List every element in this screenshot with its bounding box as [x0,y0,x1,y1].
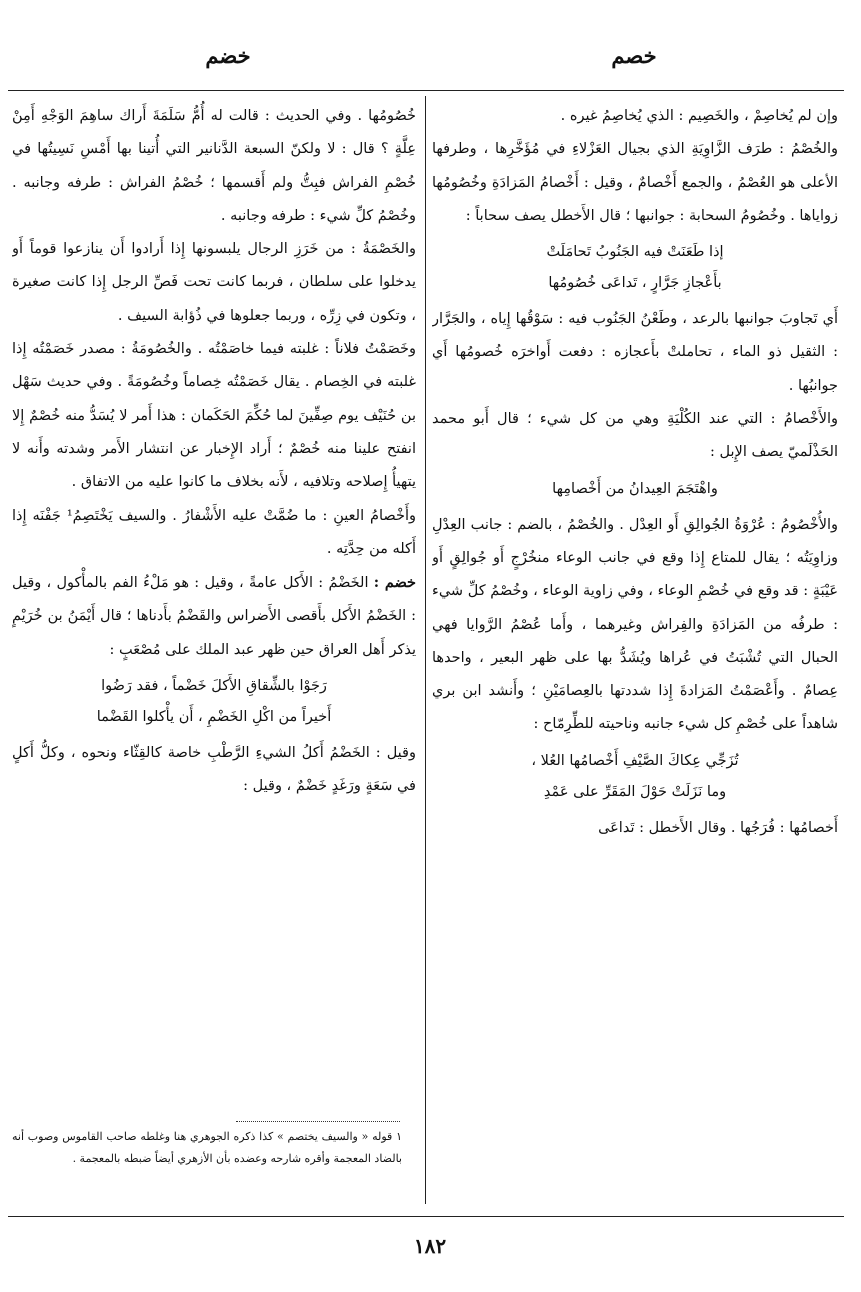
paragraph [432,303,838,403]
footnote: ١ قوله « والسيف يختصم » كذا ذكره الجوهري هنا وغلطه صاحب القاموس وصوب أنه بالضاد المعجمة وأقره شارحه وعضده بأن الأزهري أيضاً ضبطه بالمعجمة . [12,1130,402,1165]
paragraph-text: خُصُومُها . وفي الحديث : قالت له أُمُّ سَلَمَةَ أَراك ساهِمَ الوَجْهِ أَمِنْ عِلَّةٍ ؟ قال : لا ولكنّ السبعة الدَّنانير التي أُتينا بها أَمْسِ نَسِيتُها في خُصْمِ الفراش فبِتُّ ولم أَقسمها ؛ خُصْمُ الفراش : طرفه وجانبه . وخُصْمُ كلِّ شيء : طرفه وجانبه . [12,108,416,224]
paragraph-text: وخَصَمْتُ فلاناً : غلبته فيما خاصَمْتُه . والخُصُومَةُ : مصدر خَصَمْتُه إِذا غلبته في الخِصام . يقال خَصَمْتُه خِصاماً وخُصُومَةً . وفي حديث سَهْل بن حُنَيْف يوم صِفِّينَ لما حُكِّمَ الحَكَمان : هذا أَمر لا يُسَدُّ منه خُصْمٌ إِلا انفتح علينا منه خُصْمٌ ؛ أَراد الإِخبار عن انتشار الأَمر وشدته وأَنه لا يتهيأُ إِصلاحه وتلافيه ، لأَنه بخلاف ما كانوا عليه من الاتفاق . [12,341,416,491]
paragraph [432,133,838,233]
header-rule [8,90,844,91]
paragraph-text: وقيل : الخَضْمُ أَكلُ الشيءِ الرَّطْبِ خاصة كالقِثّاء ونحوه ، وكلُّ أَكلٍ في سَعَةٍ ورَغَدٍ خَضْمٌ ، وقيل : [12,745,416,795]
column-divider [425,96,426,1204]
verse [432,474,838,505]
right-column [432,100,838,1210]
paragraph [12,233,416,333]
paragraph-text: أَي تَجاوبَ جوانبها بالرعد ، وطَعْنُ الجَنُوب فيه : سَوْقُها إِياه ، والجَرَّار : الثقيل ذو الماء ، تحاملتْ بأَعجازه : دفعت أَواخرَه خُصومُها أَي جوانبُها . [432,311,838,394]
paragraph-text: وإن لم يُخاصِمْ ، والخَصِيم : الذي يُخاصِمُ غيره . [560,108,838,124]
verse [432,746,838,808]
paragraph [12,333,416,499]
paragraph [12,100,416,233]
paragraph-text: الخَضْمُ : الأَكل عامةً ، وقيل : هو مَلْءُ الفم بالمأْكول ، وقيل : الخَضْمُ الأَكل بأَقصى الأَضراس والقَضْمُ بأَدناها ؛ قال أَيْمَنُ بن خُرَيْمٍ يذكر أَهل العراق حين ظهر عبد الملك على مُصْعَبٍ : [12,575,416,658]
paragraph [432,812,838,845]
entry-headword: خضم : [373,574,416,592]
verse [12,671,416,733]
paragraph [12,566,416,667]
paragraph-text: والأُخْصُومُ : عُرْوَةُ الجُوالِقِ أَو العِدْل . والخُصْمُ ، بالضم : جانب العِدْلِ وزاوِيَتُه ؛ يقال للمتاع إِذا وقع في جانب الوعاء منخُرْجٍ أَو جُوالِقٍ أَو عَيْبَةٍ : قد وقع في خُصْمِ الوعاء ، وفي زاوية الوعاء ، وخُصْمُ كلِّ شيء : طرفُه من المَزادَةِ والفِراش وغيرهما ، وأَما عُصْمُ الرَّوايا فهي الحبال التي تُشْبَتُ في عُراها ويُشَدُّ بها على ظهر البعير ، واحدها عِصامٌ . وأَعْصَمْتُ المَزادةَ إِذا شددتها بالعِصامَيْنِ ؛ وأَنشد ابن بري شاهداً على خُصْمِ كل شيء جانبه وناحيته للطِّرِمّاح : [432,516,838,733]
left-column [12,100,416,1210]
running-head-right: خصم [611,43,657,68]
verse-line: واهْتَجَمَ العِيدانُ من أَخْصامِها [552,480,718,497]
footnote-rule [236,1121,400,1122]
paragraph [432,403,838,470]
paragraph [12,500,416,567]
paragraph [432,100,838,133]
paragraph-text: والخَصْمَةُ : من خَرَزِ الرجال يلبسونها إِذا أَرادوا أَن ينازعوا قوماً أَو يدخلوا على سلطان ، فربما كانت تحت فَصِّ الرجل إِذا كانت صغيرة ، وتكون في زِرِّه ، وربما جعلوها في ذُؤابة السيف . [12,241,416,324]
verse-line: رَجَوْا بالشِّقاقِ الأَكلَ خَضْماً ، فقد رَضُوا [101,678,327,695]
paragraph-text: وأَخْصامُ العينِ : ما ضُمَّتْ عليه الأَشْفارُ . والسيف يَخْتَصِمُ¹ جَفْنَه إِذا أَكله من حِدَّتِه . [12,507,416,557]
verse-line: أَخيراً من اكْلِ الخَضْمِ ، أَن يأْكلوا القَضْما [96,709,332,726]
verse-line: وما نَزَلَتْ حَوْلَ المَقَرِّ على عَمْدِ [543,783,727,800]
footer-rule [8,1216,844,1217]
verse-line: إذا طَعَنَتْ فيه الجَنُوبُ تَحامَلَتْ [546,244,724,261]
page-number: ١٨٢ [413,1234,447,1258]
paragraph-text: والأَخْصامُ : التي عند الكُلْيَةِ وهي من كل شيء ؛ قال أَبو محمد الحَذْلَميّ يصف الإِبل : [432,411,838,461]
verse [432,237,838,299]
paragraph-text: والخُصْمُ : طرَف الزَّاوِيَةِ الذي بجيال العَزْلاءِ في مُؤَخَّرِها ، وطرفها الأعلى هو العُصْمُ ، والجمع أَخْصامٌ ، وقيل : أَخْصامُ المَزادَةِ وخُصُومُها زواياها . وخُصُومُ السحابة : جوانبها ؛ قال الأَخطل يصف سحاباً : [432,141,838,224]
paragraph-text: أَخصامُها : فُرَجُها . وقال الأَخطل : تَداعَى [598,819,838,836]
verse-line: تُزَجِّي عِكاكَ الصَّيْفِ أَخْصامُها العُلا ، [531,752,739,769]
paragraph [432,509,838,742]
verse-line: بأَعْجازِ جَرَّارٍ ، تَداعَى خُصُومُها [548,275,722,292]
paragraph [12,737,416,804]
running-head-left: خضم [205,43,251,68]
